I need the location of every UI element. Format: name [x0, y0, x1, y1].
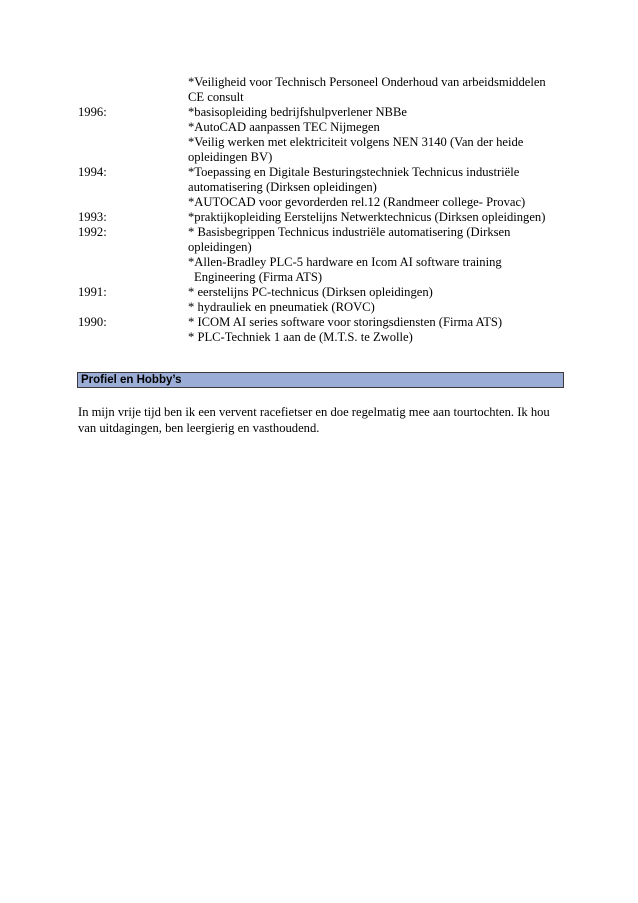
course-line: *Allen-Bradley PLC-5 hardware en Icom AI software training — [188, 255, 502, 269]
course-line: * Basisbegrippen Technicus industriële automatisering (Dirksen — [188, 225, 511, 239]
course-line: * eerstelijns PC-technicus (Dirksen opleidingen) — [188, 285, 433, 299]
course-line: *Toepassing en Digitale Besturingstechniek Technicus industriële — [188, 165, 520, 179]
course-line: *Veilig werken met elektriciteit volgens NEN 3140 (Van der heide — [188, 135, 524, 149]
course-year: 1996: — [78, 105, 107, 119]
course-line: * ICOM AI series software voor storingsdiensten (Firma ATS) — [188, 315, 503, 329]
course-line: *AutoCAD aanpassen TEC Nijmegen — [188, 120, 380, 134]
course-line: *praktijkopleiding Eerstelijns Netwerktechnicus (Dirksen opleidingen) — [188, 210, 546, 224]
section-title: Profiel en Hobby’s — [81, 374, 182, 386]
profile-paragraph: In mijn vrije tijd ben ik een vervent racefietser en doe regelmatig mee aan tourtochten. Ik hou van uitdagingen, ben leergierig en vasthoudend. — [78, 405, 550, 435]
course-year: 1994: — [78, 165, 107, 179]
course-year: 1993: — [78, 210, 107, 224]
course-line: *AUTOCAD voor gevorderden rel.12 (Randmeer college- Provac) — [188, 195, 526, 209]
course-line: * PLC-Techniek 1 aan de (M.T.S. te Zwolle) — [188, 330, 413, 344]
course-line: *Veiligheid voor Technisch Personeel Onderhoud van arbeidsmiddelen — [188, 75, 546, 89]
section-header-profile — [77, 372, 564, 388]
course-line: automatisering (Dirksen opleidingen) — [188, 180, 377, 194]
course-year: 1990: — [78, 315, 107, 329]
course-line: opleidingen) — [188, 240, 252, 254]
course-line: CE consult — [188, 90, 244, 104]
course-line: opleidingen BV) — [188, 150, 273, 164]
course-line: *basisopleiding bedrijfshulpverlener NBBe — [188, 105, 407, 119]
course-line: Engineering (Firma ATS) — [194, 270, 323, 284]
course-line: * hydrauliek en pneumatiek (ROVC) — [188, 300, 375, 314]
course-year: 1992: — [78, 225, 107, 239]
course-year: 1991: — [78, 285, 107, 299]
